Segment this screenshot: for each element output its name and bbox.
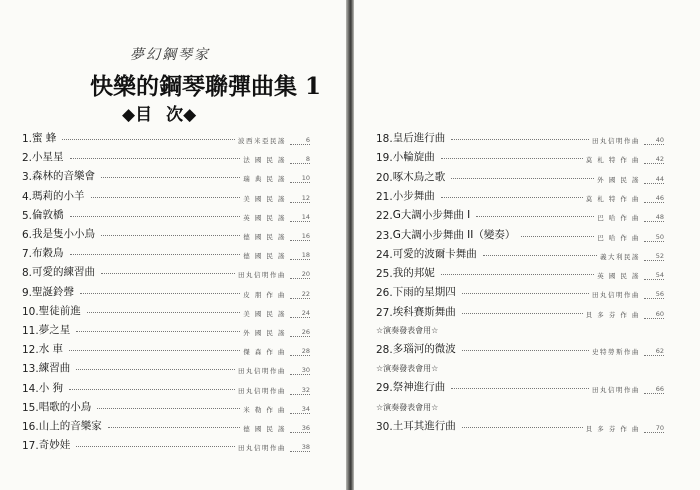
toc-entry <box>376 376 664 394</box>
entry-page: 48 <box>644 213 664 222</box>
book-volume: 1 <box>305 73 322 100</box>
dot-leader <box>69 349 240 351</box>
entry-page: 56 <box>644 290 664 299</box>
entry-number: 15. <box>22 401 39 414</box>
entry-title: 水 車 <box>38 343 64 356</box>
entry-number: 5. <box>22 209 33 222</box>
entry-page: 34 <box>290 405 310 414</box>
dot-leader <box>483 254 597 256</box>
toc-entry <box>376 243 664 261</box>
entry-page: 46 <box>644 194 664 203</box>
entry-number: 26. <box>376 287 393 300</box>
book-title-text: 快樂的鋼琴聯彈曲集 <box>90 74 297 100</box>
entry-number: 11. <box>22 325 39 337</box>
entry-number: 22. <box>376 210 393 223</box>
dot-leader <box>451 387 589 389</box>
left-toc-list <box>0 0 346 490</box>
right-page <box>354 0 700 490</box>
entry-composer: 田丸信明作曲 <box>238 271 286 280</box>
entry-page: 16 <box>290 232 310 241</box>
toc-entry <box>22 185 310 203</box>
entry-page: 30 <box>290 366 310 375</box>
series-name: 夢幻鋼琴家 <box>130 47 210 63</box>
toc-entry <box>376 224 664 242</box>
entry-title: 瑪莉的小羊 <box>32 189 85 202</box>
dot-leader <box>97 407 240 409</box>
entry-title: 可愛的練習曲 <box>32 266 96 279</box>
entry-page: 12 <box>290 194 310 203</box>
entry-page: 14 <box>290 213 310 222</box>
entry-number: 7. <box>22 248 33 261</box>
toc-entry <box>22 415 310 433</box>
entry-composer: 德 國 民 謠 <box>243 425 286 433</box>
entry-composer: 貝 多 芬 作 曲 <box>585 310 640 319</box>
entry-title: 小星星 <box>32 151 64 164</box>
dot-leader <box>80 292 240 294</box>
entry-title: 森林的音樂會 <box>32 170 96 183</box>
entry-title: 聖徒前進 <box>38 304 81 317</box>
dot-leader <box>101 234 240 236</box>
toc-heading-char-2: 次 <box>166 105 184 125</box>
toc-entry <box>22 434 310 452</box>
entry-title: G大調小步舞曲 II（變奏） <box>392 228 516 241</box>
dot-leader <box>441 196 583 198</box>
toc-entry <box>22 319 310 337</box>
entry-title: 下雨的星期四 <box>392 286 456 299</box>
dot-leader <box>91 196 241 198</box>
entry-composer: 田丸信明作曲 <box>238 386 286 395</box>
toc-entry <box>22 146 310 164</box>
entry-composer: 田丸信明作曲 <box>592 291 640 300</box>
entry-number: 3. <box>22 171 33 184</box>
entry-number: 17. <box>22 440 39 453</box>
dot-leader <box>70 157 241 159</box>
diamond-icon: ◆ <box>122 105 136 125</box>
right-toc-list <box>354 0 700 490</box>
dot-leader <box>451 138 589 140</box>
entry-number: 27. <box>376 306 393 319</box>
entry-title: 練習曲 <box>38 362 71 375</box>
entry-number: 28. <box>376 344 393 356</box>
entry-number: 18. <box>376 133 393 145</box>
dot-leader <box>521 235 594 237</box>
entry-composer: 波西米亞民謠 <box>238 137 286 145</box>
diamond-icon: ◆ <box>183 105 197 125</box>
toc-entry <box>22 127 310 145</box>
entry-composer: 巴 哈 作 曲 <box>597 233 640 242</box>
entry-composer: 田丸信明作曲 <box>592 386 640 394</box>
toc-entry <box>376 166 664 184</box>
dot-leader <box>108 426 241 428</box>
entry-page: 28 <box>290 347 310 356</box>
toc-entry <box>22 165 310 183</box>
toc-entry <box>376 146 664 164</box>
toc-entry <box>22 300 310 318</box>
entry-number: 2. <box>22 152 33 165</box>
entry-composer: 史特勞斯作曲 <box>592 348 640 356</box>
entry-title: G大調小步舞曲 I <box>392 209 471 222</box>
entry-page: 52 <box>644 252 664 261</box>
toc-entry <box>22 396 310 414</box>
toc-entry <box>376 262 664 280</box>
entry-number: 10. <box>22 305 39 318</box>
entry-title: 可愛的波爾卡舞曲 <box>392 247 477 260</box>
entry-composer: 瑞 典 民 謠 <box>243 175 286 184</box>
entry-page: 22 <box>290 290 310 299</box>
toc-entry <box>376 338 664 356</box>
entry-composer: 傑 森 作 曲 <box>243 348 286 357</box>
entry-page: 62 <box>644 347 664 356</box>
toc-entry <box>22 281 310 299</box>
entry-page: 50 <box>644 233 664 242</box>
entry-page: 20 <box>290 270 310 279</box>
entry-number: 12. <box>22 344 39 357</box>
toc-entry <box>376 204 664 222</box>
toc-entry <box>376 127 664 145</box>
entry-number: 8. <box>22 267 33 280</box>
toc-entry <box>22 377 310 395</box>
entry-number: 21. <box>376 190 393 203</box>
entry-title: 多瑙河的微波 <box>392 343 456 355</box>
entry-composer: 莫 札 特 作 曲 <box>585 156 640 165</box>
entry-composer: 德 國 民 謠 <box>243 233 286 241</box>
toc-entry <box>376 185 664 203</box>
entry-number: 19. <box>376 152 393 165</box>
toc-entry <box>22 204 310 222</box>
dot-leader <box>462 292 589 294</box>
entry-composer: 巴 哈 作 曲 <box>597 214 640 223</box>
dot-leader <box>462 426 583 428</box>
entry-number: 4. <box>22 190 33 203</box>
entry-page: 42 <box>644 155 664 164</box>
entry-number: 30. <box>376 421 393 433</box>
entry-title: 夢之星 <box>38 324 71 336</box>
entry-title: 小步舞曲 <box>392 189 435 202</box>
dot-leader <box>441 157 583 159</box>
entry-number: 1. <box>22 133 33 145</box>
entry-title: 土耳其進行曲 <box>392 420 456 432</box>
entry-number: 14. <box>22 382 39 395</box>
dot-leader <box>70 253 241 255</box>
left-page <box>0 0 346 490</box>
entry-composer: 美 國 民 謠 <box>243 194 286 203</box>
entry-number: 23. <box>376 229 393 242</box>
entry-composer: 義大利民謠 <box>600 252 640 261</box>
entry-composer: 外 國 民 謠 <box>243 329 286 337</box>
entry-page: 40 <box>644 136 664 145</box>
entry-title: 小輪旋曲 <box>392 151 435 164</box>
entry-page: 70 <box>644 424 664 433</box>
entry-title: 小 狗 <box>38 381 64 394</box>
entry-page: 38 <box>290 443 310 452</box>
entry-number: 29. <box>376 382 393 394</box>
entry-composer: 法 國 民 謠 <box>243 156 286 165</box>
dot-leader <box>76 368 235 370</box>
section-label: ☆演奏發表會用☆ <box>376 364 439 373</box>
entry-page: 24 <box>290 309 310 318</box>
dot-leader <box>441 273 595 275</box>
dot-leader <box>462 349 589 351</box>
dot-leader <box>62 138 235 140</box>
entry-composer: 德 國 民 謠 <box>243 252 286 261</box>
entry-page: 66 <box>644 385 664 394</box>
entry-title: 倫敦橋 <box>32 208 64 221</box>
dot-leader <box>476 215 594 217</box>
toc-entry <box>376 415 664 433</box>
entry-number: 6. <box>22 229 33 241</box>
entry-page: 32 <box>290 386 310 395</box>
entry-page: 6 <box>290 136 310 145</box>
entry-composer: 美 國 民 謠 <box>243 309 286 318</box>
dot-leader <box>451 177 594 179</box>
entry-composer: 田丸信明作曲 <box>592 137 640 145</box>
entry-number: 13. <box>22 363 39 376</box>
entry-title: 唱歌的小鳥 <box>38 400 92 413</box>
dot-leader <box>76 445 235 447</box>
entry-title: 皇后進行曲 <box>392 132 446 144</box>
entry-composer: 外 國 民 謠 <box>597 175 640 184</box>
entry-number: 24. <box>376 248 393 261</box>
section-label: ☆演奏發表會用☆ <box>376 403 439 412</box>
toc-entry <box>22 261 310 279</box>
entry-number: 20. <box>376 171 393 184</box>
entry-title: 埃科賽斯舞曲 <box>392 305 456 318</box>
entry-title: 蜜 蜂 <box>32 132 57 144</box>
entry-page: 26 <box>290 328 310 337</box>
entry-title: 奇妙娃 <box>38 439 71 452</box>
toc-entry <box>22 223 310 241</box>
entry-title: 啄木鳥之歌 <box>392 170 446 183</box>
entry-page: 10 <box>290 174 310 183</box>
entry-number: 9. <box>22 286 33 299</box>
entry-number: 25. <box>376 268 393 281</box>
entry-page: 44 <box>644 175 664 184</box>
toc-heading-char-1: 目 <box>135 105 153 125</box>
entry-composer: 莫 札 特 作 曲 <box>585 194 640 203</box>
dot-leader <box>462 312 583 314</box>
entry-composer: 皮 朋 作 曲 <box>243 290 286 299</box>
toc-entry <box>376 301 664 319</box>
entry-number: 16. <box>22 421 39 433</box>
entry-page: 18 <box>290 251 310 260</box>
dot-leader <box>101 176 240 178</box>
dot-leader <box>76 330 240 332</box>
entry-composer: 英 國 民 謠 <box>243 213 286 222</box>
dot-leader <box>87 311 241 313</box>
toc-entry <box>22 242 310 260</box>
entry-title: 我是隻小小鳥 <box>32 228 96 240</box>
dot-leader <box>69 388 235 390</box>
entry-title: 布穀鳥 <box>32 247 64 260</box>
entry-page: 54 <box>644 271 664 280</box>
book-gutter <box>346 0 354 490</box>
toc-entry <box>376 281 664 299</box>
entry-page: 36 <box>290 424 310 433</box>
toc-entry <box>22 338 310 356</box>
entry-title: 祭神進行曲 <box>392 381 446 393</box>
entry-composer: 田丸信明作曲 <box>238 444 286 453</box>
entry-composer: 貝 多 芬 作 曲 <box>585 425 640 433</box>
entry-composer: 英 國 民 謠 <box>597 272 640 281</box>
dot-leader <box>70 215 241 217</box>
entry-page: 60 <box>644 310 664 319</box>
entry-title: 我的邦妮 <box>392 267 435 280</box>
dot-leader <box>101 272 235 274</box>
entry-composer: 田丸信明作曲 <box>238 367 286 376</box>
entry-title: 聖誕鈴聲 <box>32 285 75 298</box>
entry-composer: 米 勒 作 曲 <box>243 405 286 414</box>
section-label: ☆演奏發表會用☆ <box>376 326 439 335</box>
toc-entry <box>22 357 310 375</box>
entry-title: 山上的音樂家 <box>38 420 102 432</box>
entry-page: 8 <box>290 155 310 164</box>
